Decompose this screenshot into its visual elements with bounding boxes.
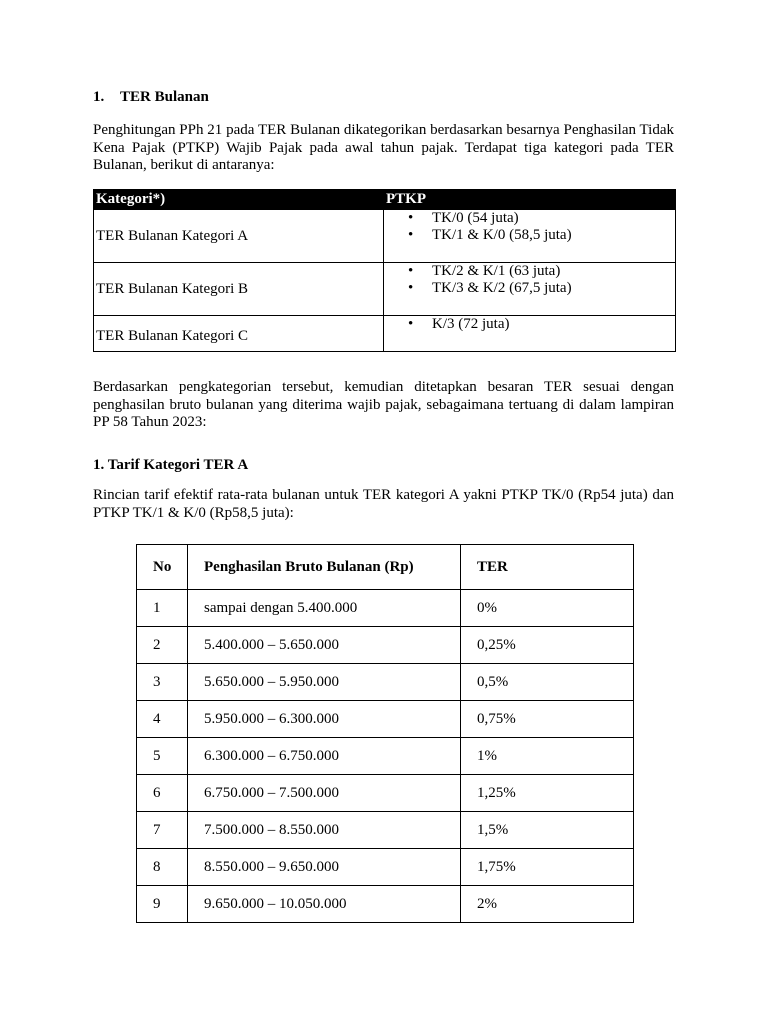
subsection-heading: 1. Tarif Kategori TER A: [93, 457, 249, 473]
table-row: [94, 210, 676, 263]
ter-rate-cell: 0,75%: [461, 701, 634, 738]
table-row: [94, 316, 676, 352]
ter-header-income: Penghasilan Bruto Bulanan (Rp): [188, 545, 461, 590]
income-range-cell: 6.300.000 – 6.750.000: [188, 738, 461, 775]
table-row: [137, 738, 634, 775]
row-number-cell: 8: [137, 849, 188, 886]
list-item: • TK/3 & K/2 (67,5 juta): [386, 280, 673, 297]
table-row: [137, 664, 634, 701]
ter-rate-cell: 0,25%: [461, 627, 634, 664]
ter-rate-cell: 2%: [461, 886, 634, 923]
row-number-cell: 6: [137, 775, 188, 812]
income-range-cell: 7.500.000 – 8.550.000: [188, 812, 461, 849]
income-range-cell: 5.650.000 – 5.950.000: [188, 664, 461, 701]
ptkp-list: [386, 316, 673, 333]
row-number-cell: 1: [137, 590, 188, 627]
section-number: 1.: [93, 89, 105, 105]
ptkp-list: [386, 210, 673, 244]
row-number-cell: 2: [137, 627, 188, 664]
income-range-cell: 9.650.000 – 10.050.000: [188, 886, 461, 923]
ptkp-table: [93, 189, 676, 352]
subsection-intro-paragraph: Rincian tarif efektif rata-rata bulanan untuk TER kategori A yakni PTKP TK/0 (Rp54 juta) dan PTKP TK/1 & K/0 (Rp58,5 juta):: [93, 487, 674, 521]
ptkp-table-header-row: [94, 190, 676, 210]
explanation-paragraph: Berdasarkan pengkategorian tersebut, kemudian ditetapkan besaran TER sesuai dengan penghasilan bruto bulanan yang diterima wajib pajak, sebagaimana tertuang di dalam lampiran PP 58 Tahun 2023:: [93, 379, 674, 430]
ter-rate-cell: 1,25%: [461, 775, 634, 812]
category-cell: TER Bulanan Kategori A: [94, 210, 384, 263]
row-number-cell: 9: [137, 886, 188, 923]
ter-rate-cell: 0%: [461, 590, 634, 627]
income-range-cell: 5.950.000 – 6.300.000: [188, 701, 461, 738]
table-row: [137, 849, 634, 886]
row-number-cell: 5: [137, 738, 188, 775]
ter-table: [136, 544, 634, 923]
ptkp-cell: [384, 263, 676, 316]
ptkp-header-category: Kategori*): [94, 190, 384, 210]
table-row: [137, 886, 634, 923]
row-number-cell: 3: [137, 664, 188, 701]
list-item: • K/3 (72 juta): [386, 316, 673, 333]
table-row: [137, 701, 634, 738]
list-item: • TK/1 & K/0 (58,5 juta): [386, 227, 673, 244]
section-heading: [93, 88, 209, 106]
category-cell: TER Bulanan Kategori B: [94, 263, 384, 316]
table-row: [137, 775, 634, 812]
ter-rate-cell: 1%: [461, 738, 634, 775]
ter-rate-cell: 0,5%: [461, 664, 634, 701]
list-item: • TK/2 & K/1 (63 juta): [386, 263, 673, 280]
table-row: [137, 812, 634, 849]
ptkp-list: [386, 263, 673, 297]
row-number-cell: 7: [137, 812, 188, 849]
ptkp-cell: [384, 210, 676, 263]
income-range-cell: sampai dengan 5.400.000: [188, 590, 461, 627]
ter-table-header-row: [137, 545, 634, 590]
ptkp-cell: [384, 316, 676, 352]
list-item: • TK/0 (54 juta): [386, 210, 673, 227]
category-cell: TER Bulanan Kategori C: [94, 316, 384, 352]
intro-paragraph: Penghitungan PPh 21 pada TER Bulanan dikategorikan berdasarkan besarnya Penghasilan Tidak Kena Pajak (PTKP) Wajib Pajak pada awal tahun pajak. Terdapat tiga kategori pada TER Bulanan, berikut di antaranya:: [93, 122, 674, 173]
ter-rate-cell: 1,5%: [461, 812, 634, 849]
ter-rate-cell: 1,75%: [461, 849, 634, 886]
income-range-cell: 5.400.000 – 5.650.000: [188, 627, 461, 664]
table-row: [137, 590, 634, 627]
table-row: [94, 263, 676, 316]
ter-header-rate: TER: [461, 545, 634, 590]
ter-header-no: No: [137, 545, 188, 590]
ptkp-header-ptkp: PTKP: [384, 190, 676, 210]
income-range-cell: 6.750.000 – 7.500.000: [188, 775, 461, 812]
section-title: TER Bulanan: [120, 89, 209, 105]
row-number-cell: 4: [137, 701, 188, 738]
income-range-cell: 8.550.000 – 9.650.000: [188, 849, 461, 886]
table-row: [137, 627, 634, 664]
